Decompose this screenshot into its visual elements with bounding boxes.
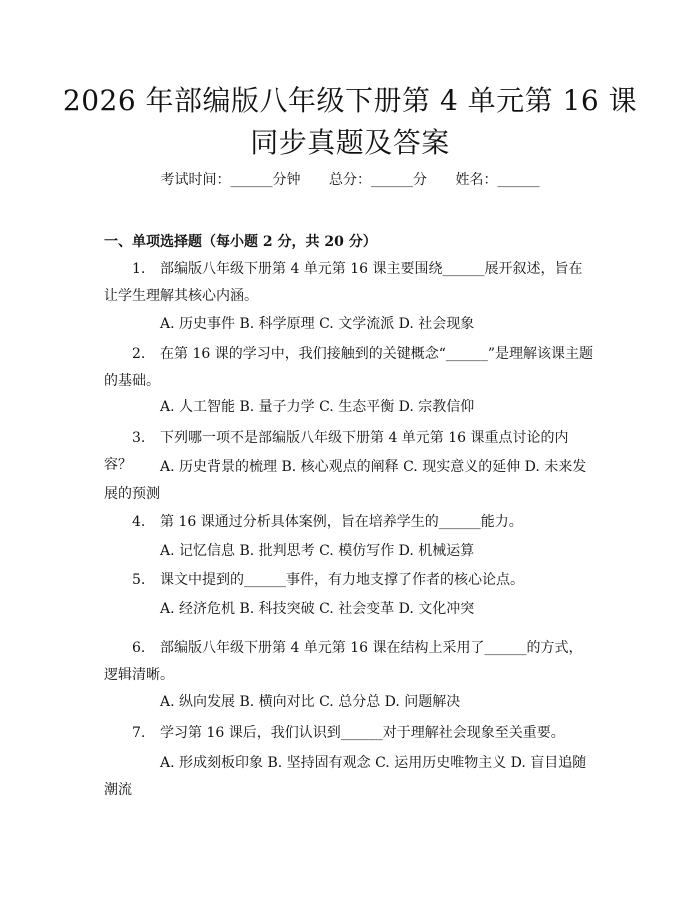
question-text: 部编版八年级下册第 4 单元第 16 课在结构上采用了______的方式，逻辑清晰。 [104, 640, 583, 683]
exam-info [0, 169, 700, 189]
question-6 [104, 635, 594, 689]
question-1 [104, 256, 594, 310]
exam-score-field: 总分：______分 [329, 172, 427, 188]
question-7-options: A. 形成刻板印象 B. 坚持固有观念 C. 运用历史唯物主义 D. 盲目追随潮流 [104, 755, 587, 798]
question-text: 第 16 课通过分析具体案例，旨在培养学生的______能力。 [160, 514, 523, 530]
question-number: 1. [132, 261, 146, 277]
question-6-options: A. 纵向发展 B. 横向对比 C. 总分总 D. 问题解决 [160, 694, 461, 710]
exam-time-field: 考试时间：______分钟 [160, 172, 301, 188]
question-3-options: A. 历史背景的梳理 B. 核心观点的阐释 C. 现实意义的延伸 D. 未来发展的预测 [104, 459, 587, 502]
title-line-2: 同步真题及答案 [250, 126, 450, 159]
section-heading: 一、单项选择题（每小题 2 分，共 20 分） [104, 234, 377, 250]
question-number: 4. [132, 514, 146, 530]
question-number: 3. [132, 430, 146, 446]
page-title [60, 80, 640, 164]
question-text: 课文中提到的______事件，有力地支撑了作者的核心论点。 [160, 572, 524, 588]
question-5-options: A. 经济危机 B. 科技突破 C. 社会变革 D. 文化冲突 [160, 601, 475, 617]
exam-name-field: 姓名：______ [455, 172, 540, 188]
question-text: 学习第 16 课后，我们认识到______对于理解社会现象至关重要。 [160, 725, 565, 741]
question-4 [104, 509, 594, 536]
question-7 [104, 720, 594, 747]
question-text: 部编版八年级下册第 4 单元第 16 课主要围绕______展开叙述，旨在让学生理解其核心内涵。 [104, 261, 583, 304]
title-line-1: 2026 年部编版八年级下册第 4 单元第 16 课 [62, 84, 638, 117]
question-1-options: A. 历史事件 B. 科学原理 C. 文学流派 D. 社会现象 [160, 316, 475, 332]
question-number: 6. [132, 640, 146, 656]
question-text: 下列哪一项不是部编版八年级下册第 4 单元第 16 课重点讨论的内容？ [104, 430, 569, 473]
question-number: 2. [132, 346, 146, 362]
question-5 [104, 567, 594, 594]
question-2 [104, 341, 594, 395]
question-text: 在第 16 课的学习中，我们接触到的关键概念“______”是理解该课主题的基础。 [104, 346, 594, 389]
question-number: 5. [132, 572, 146, 588]
question-number: 7. [132, 725, 146, 741]
question-2-options: A. 人工智能 B. 量子力学 C. 生态平衡 D. 宗教信仰 [160, 399, 475, 415]
question-4-options: A. 记忆信息 B. 批判思考 C. 模仿写作 D. 机械运算 [160, 543, 475, 559]
